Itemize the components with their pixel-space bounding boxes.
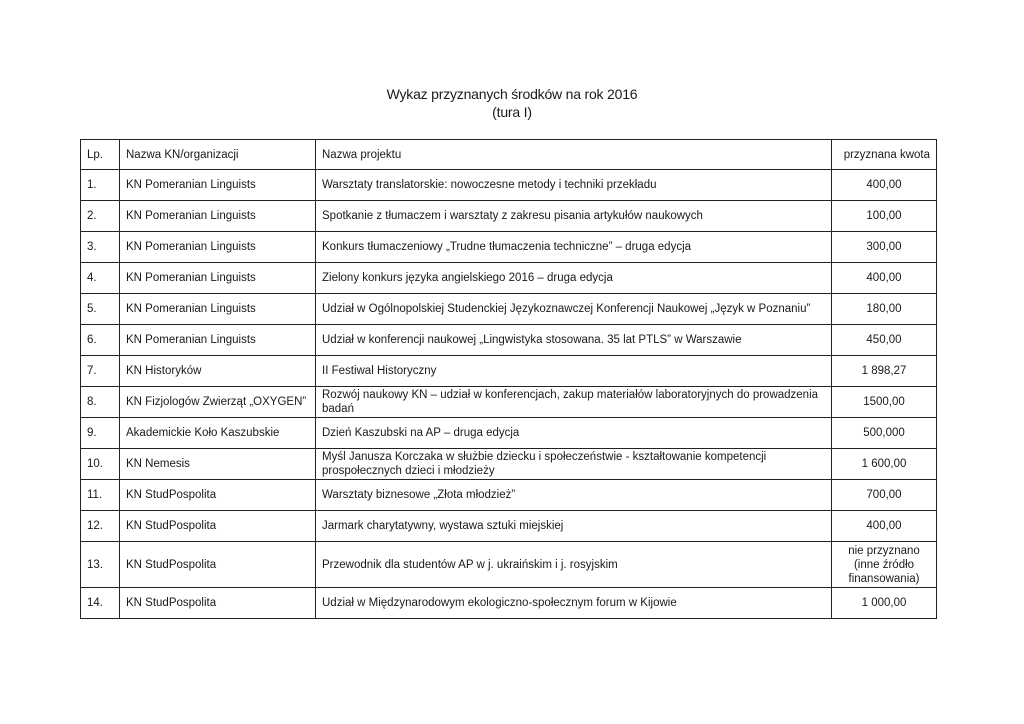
header-amount: przyznana kwota xyxy=(832,140,937,170)
row-amount: 700,00 xyxy=(832,480,937,511)
row-lp: 11. xyxy=(81,480,120,511)
row-organization: KN Fizjologów Zwierząt „OXYGEN” xyxy=(120,387,316,418)
row-organization: KN Pomeranian Linguists xyxy=(120,325,316,356)
row-amount: 1500,00 xyxy=(832,387,937,418)
row-lp: 13. xyxy=(81,542,120,588)
table-row xyxy=(81,511,937,542)
row-amount: 400,00 xyxy=(832,263,937,294)
row-amount: 180,00 xyxy=(832,294,937,325)
row-lp: 8. xyxy=(81,387,120,418)
row-project: Udział w konferencji naukowej „Lingwistyka stosowana. 35 lat PTLS” w Warszawie xyxy=(316,325,832,356)
row-project: Zielony konkurs języka angielskiego 2016 – druga edycja xyxy=(316,263,832,294)
row-lp: 14. xyxy=(81,588,120,619)
row-amount: 450,00 xyxy=(832,325,937,356)
row-amount: 100,00 xyxy=(832,201,937,232)
row-organization: KN Historyków xyxy=(120,356,316,387)
row-organization: KN Nemesis xyxy=(120,449,316,480)
table-header-row xyxy=(81,140,937,170)
table-row xyxy=(81,418,937,449)
row-project: Warsztaty translatorskie: nowoczesne metody i techniki przekładu xyxy=(316,170,832,201)
table-row xyxy=(81,356,937,387)
header-project: Nazwa projektu xyxy=(316,140,832,170)
row-lp: 7. xyxy=(81,356,120,387)
row-project: II Festiwal Historyczny xyxy=(316,356,832,387)
row-lp: 5. xyxy=(81,294,120,325)
row-lp: 12. xyxy=(81,511,120,542)
row-organization: KN Pomeranian Linguists xyxy=(120,201,316,232)
row-organization: KN StudPospolita xyxy=(120,542,316,588)
row-amount: 1 600,00 xyxy=(832,449,937,480)
document-subtitle: (tura I) xyxy=(492,104,532,120)
table-row xyxy=(81,170,937,201)
row-project: Jarmark charytatywny, wystawa sztuki miejskiej xyxy=(316,511,832,542)
row-project: Udział w Ogólnopolskiej Studenckiej Językoznawczej Konferencji Naukowej „Język w Poznaniu” xyxy=(316,294,832,325)
row-lp: 1. xyxy=(81,170,120,201)
header-organization: Nazwa KN/organizacji xyxy=(120,140,316,170)
document-title: Wykaz przyznanych środków na rok 2016 xyxy=(386,86,638,102)
row-lp: 9. xyxy=(81,418,120,449)
table-row xyxy=(81,449,937,480)
row-amount: 1 898,27 xyxy=(832,356,937,387)
table-row xyxy=(81,201,937,232)
row-organization: KN Pomeranian Linguists xyxy=(120,263,316,294)
row-lp: 10. xyxy=(81,449,120,480)
table-row xyxy=(81,325,937,356)
row-organization: KN Pomeranian Linguists xyxy=(120,232,316,263)
row-organization: KN StudPospolita xyxy=(120,588,316,619)
row-lp: 4. xyxy=(81,263,120,294)
row-organization: KN Pomeranian Linguists xyxy=(120,170,316,201)
table-row xyxy=(81,480,937,511)
row-project: Myśl Janusza Korczaka w służbie dziecku i społeczeństwie - kształtowanie kompetencji prospołecznych dzieci i młodzieży xyxy=(316,449,832,480)
row-project: Dzień Kaszubski na AP – druga edycja xyxy=(316,418,832,449)
row-project: Spotkanie z tłumaczem i warsztaty z zakresu pisania artykułów naukowych xyxy=(316,201,832,232)
row-amount: 400,00 xyxy=(832,170,937,201)
table-row xyxy=(81,232,937,263)
row-project: Konkurs tłumaczeniowy „Trudne tłumaczenia techniczne” – druga edycja xyxy=(316,232,832,263)
table-row xyxy=(81,263,937,294)
row-project: Przewodnik dla studentów AP w j. ukraińskim i j. rosyjskim xyxy=(316,542,832,588)
row-project: Rozwój naukowy KN – udział w konferencjach, zakup materiałów laboratoryjnych do prowadzenia badań xyxy=(316,387,832,418)
row-organization: KN Pomeranian Linguists xyxy=(120,294,316,325)
row-lp: 3. xyxy=(81,232,120,263)
row-lp: 6. xyxy=(81,325,120,356)
row-amount: 500,000 xyxy=(832,418,937,449)
row-amount: 400,00 xyxy=(832,511,937,542)
row-amount: 1 000,00 xyxy=(832,588,937,619)
row-organization: KN StudPospolita xyxy=(120,511,316,542)
table-row xyxy=(81,294,937,325)
table-row xyxy=(81,588,937,619)
row-amount: nie przyznano (inne źródło finansowania) xyxy=(832,542,937,588)
row-organization: KN StudPospolita xyxy=(120,480,316,511)
header-lp: Lp. xyxy=(81,140,120,170)
table-row xyxy=(81,542,937,588)
row-project: Warsztaty biznesowe „Złota młodzież” xyxy=(316,480,832,511)
row-project: Udział w Międzynarodowym ekologiczno-społecznym forum w Kijowie xyxy=(316,588,832,619)
table-row xyxy=(81,387,937,418)
row-organization: Akademickie Koło Kaszubskie xyxy=(120,418,316,449)
funds-table xyxy=(80,139,937,619)
row-amount: 300,00 xyxy=(832,232,937,263)
row-lp: 2. xyxy=(81,201,120,232)
